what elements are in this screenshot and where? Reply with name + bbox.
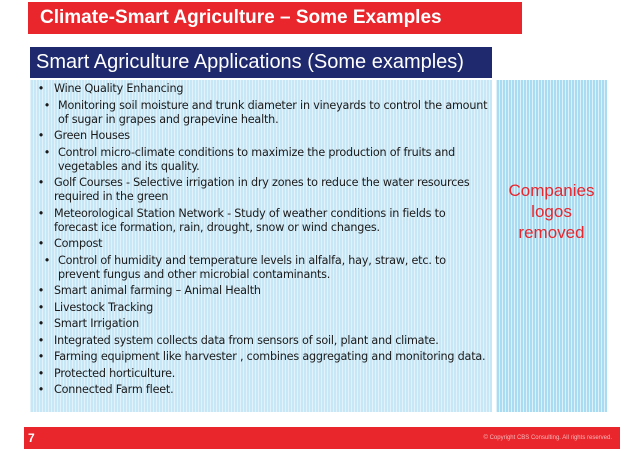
list-item	[36, 350, 488, 364]
bullet-icon: •	[37, 82, 45, 95]
bullet-icon: •	[37, 129, 45, 142]
list-item-text: Smart animal farming – Animal Health	[54, 284, 261, 297]
bullet-icon: •	[37, 206, 45, 220]
list-item	[36, 129, 488, 143]
content-panel	[30, 80, 492, 412]
footer-bar	[24, 427, 620, 449]
bullet-icon: •	[37, 366, 45, 380]
list-item	[36, 334, 488, 348]
list-item-text: Meteorological Station Network - Study of weather conditions in fields to forecast ice formation, rain, drought, snow or wind changes.	[54, 206, 446, 234]
bullet-icon: •	[37, 176, 45, 189]
list-item	[36, 207, 488, 235]
list-item-text: Integrated system collects data from sensors of soil, plant and climate.	[54, 333, 439, 347]
list-item-text: Farming equipment like harvester , combines aggregating and monitoring data.	[54, 350, 486, 363]
list-item	[36, 317, 488, 331]
bullet-icon: •	[43, 98, 51, 112]
list-item	[36, 237, 488, 251]
bullet-icon: •	[37, 284, 45, 297]
sub-list-item	[36, 99, 488, 127]
page-number: 7	[28, 431, 35, 445]
bullet-list	[36, 82, 488, 397]
bullet-icon: •	[43, 145, 51, 159]
logos-placeholder-panel	[496, 80, 607, 412]
bullet-icon: •	[43, 253, 51, 267]
section-heading: Smart Agriculture Applications (Some examples)	[30, 47, 492, 78]
list-item-text: Control micro-climate conditions to maximize the production of fruits and vegetables and its quality.	[58, 145, 456, 173]
list-item-text: Golf Courses - Selective irrigation in dry zones to reduce the water resources required in the green	[54, 176, 470, 203]
sub-list-item	[36, 146, 488, 174]
slide-title: Climate-Smart Agriculture – Some Examples	[28, 2, 522, 34]
list-item-text: Smart Irrigation	[54, 317, 139, 330]
list-item-text: Wine Quality Enhancing	[54, 82, 184, 95]
bullet-icon: •	[37, 350, 45, 363]
bullet-icon: •	[37, 237, 45, 250]
bullet-icon: •	[37, 300, 45, 314]
bullet-icon: •	[37, 383, 45, 396]
list-item-text: Control of humidity and temperature levels in alfalfa, hay, straw, etc. to prevent fungus and other microbial contaminants.	[58, 253, 446, 281]
list-item-text: Green Houses	[54, 129, 130, 142]
sub-list-item	[36, 254, 488, 282]
list-item-text: Compost	[54, 237, 103, 250]
bullet-icon: •	[37, 317, 45, 330]
list-item	[36, 284, 488, 298]
list-item	[36, 367, 488, 381]
list-item-text: Connected Farm fleet.	[54, 383, 174, 396]
list-item	[36, 383, 488, 397]
list-item	[36, 82, 488, 96]
bullet-icon: •	[37, 333, 45, 347]
list-item	[36, 301, 488, 315]
list-item-text: Monitoring soil moisture and trunk diameter in vineyards to control the amount of sugar in grapes and grapevine health.	[58, 98, 488, 126]
copyright-notice: © Copyright CBS Consulting. All rights reserved.	[483, 435, 612, 441]
list-item-text: Livestock Tracking	[54, 300, 154, 314]
list-item-text: Protected horticulture.	[54, 366, 176, 380]
logos-removed-note: Companies logos removed	[508, 181, 595, 242]
list-item	[36, 176, 488, 204]
